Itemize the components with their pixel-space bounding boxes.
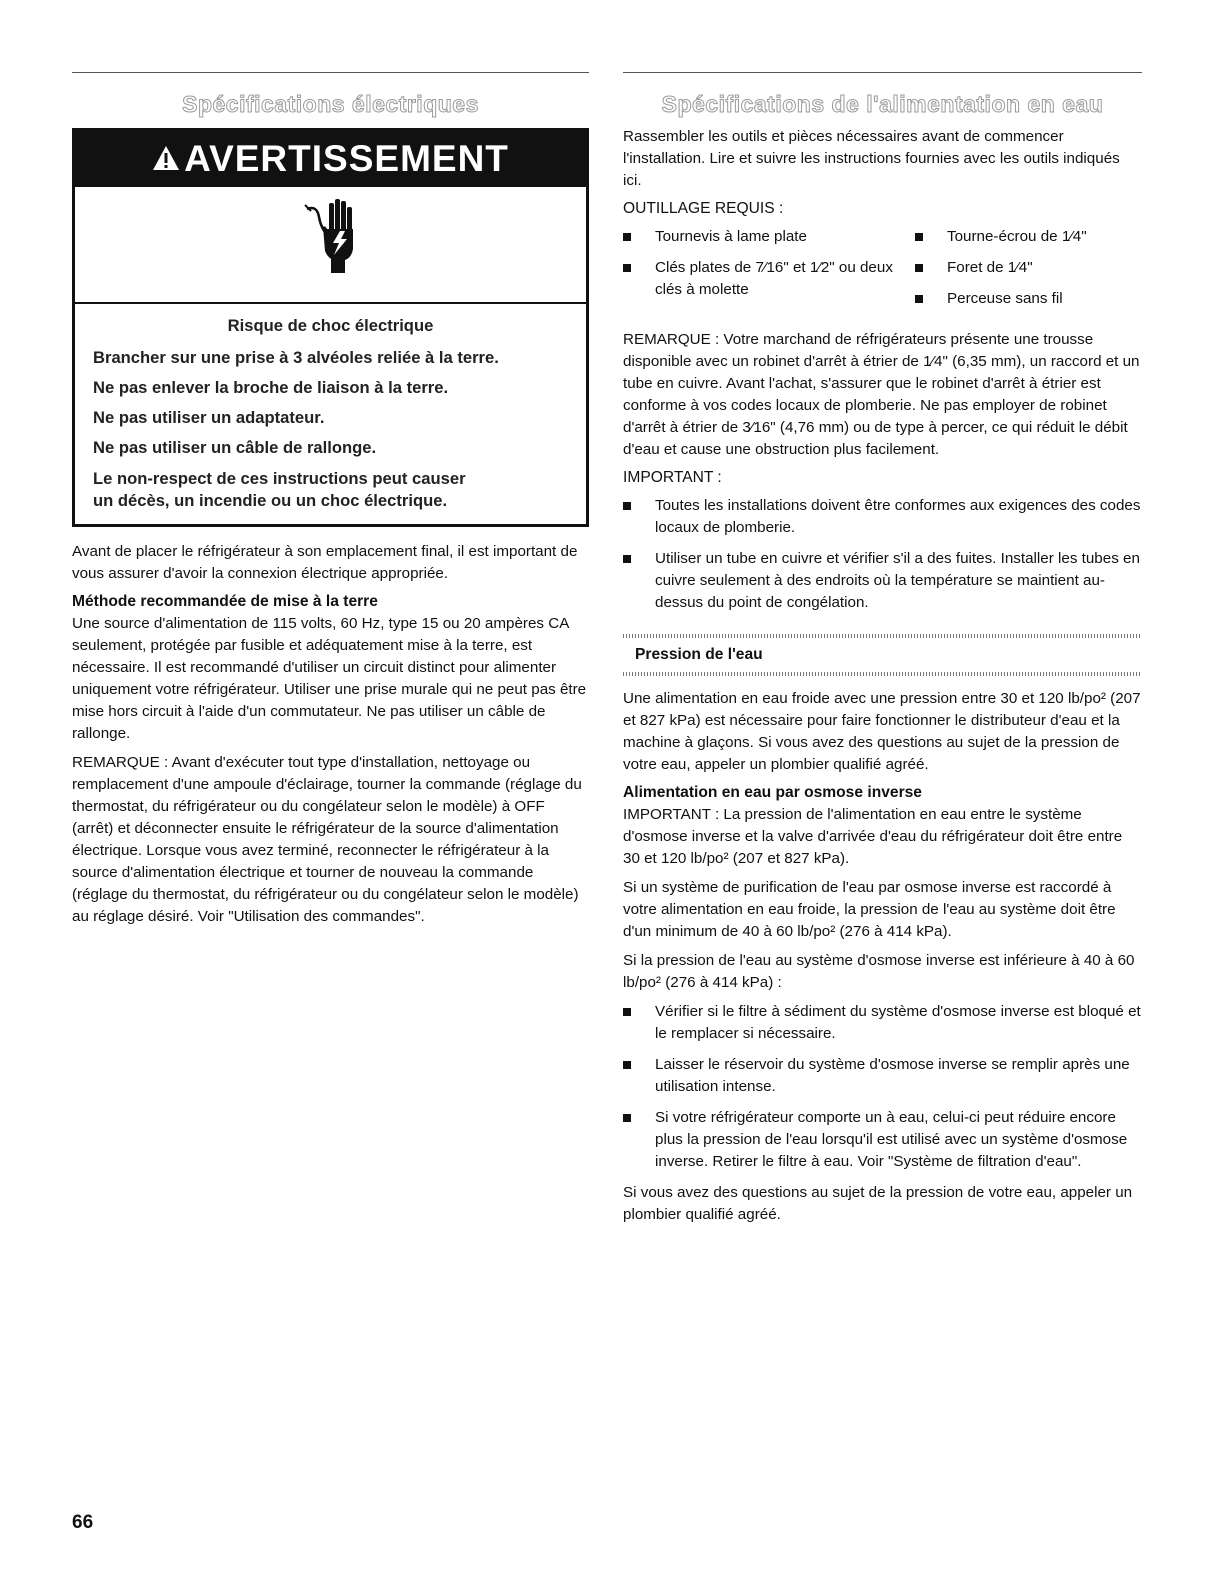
tool-label: Perceuse sans fil <box>947 290 1063 307</box>
water-intro: Rassembler les outils et pièces nécessaires avant de commencer l'installation. Lire et suivre les instructions fournies avec les outils indiqués ici. <box>623 128 1120 189</box>
reverse-osmosis-heading: Alimentation en eau par osmose inverse <box>623 784 922 801</box>
list-item <box>915 257 1142 279</box>
left-column <box>72 72 589 935</box>
pressure-heading: Pression de l'eau <box>635 646 763 663</box>
list-item <box>623 1001 1142 1045</box>
square-bullet-icon <box>623 1008 631 1016</box>
tools-column-1 <box>623 226 915 319</box>
list-item <box>915 288 1142 310</box>
tool-label: Tournevis à lame plate <box>655 228 807 245</box>
square-bullet-icon <box>623 233 631 241</box>
warning-line: Brancher sur une prise à 3 alvéoles reliée à la terre. <box>93 348 499 367</box>
square-bullet-icon <box>915 295 923 303</box>
electrical-intro: Avant de placer le réfrigérateur à son emplacement final, il est important de vous assurer d'avoir la connexion électrique appropriée. <box>72 543 578 582</box>
tool-label: Clés plates de 7⁄16" et 1⁄2" ou deux clés à molette <box>655 259 893 298</box>
water-section-title: Spécifications de l'alimentation en eau <box>661 91 1104 117</box>
warning-triangle-icon <box>152 131 180 187</box>
warning-line: Ne pas enlever la broche de liaison à la terre. <box>93 378 449 397</box>
important-item-text: Utiliser un tube en cuivre et vérifier s'il a des fuites. Installer les tubes en cuivre seulement à des endroits où la température se maintient au-dessus du point de congélation. <box>655 550 1140 611</box>
warning-line: Ne pas utiliser un adaptateur. <box>93 408 325 427</box>
tools-heading: OUTILLAGE REQUIS : <box>623 200 784 217</box>
square-bullet-icon <box>623 264 631 272</box>
pressure-text: Une alimentation en eau froide avec une pression entre 30 et 120 lb/po² (207 et 827 kPa) est nécessaire pour faire fonctionner le distributeur d'eau et la machine à glaçons. Si vous avez des questions au sujet de la pression de votre eau, appeler un plombier qualifié agréé. <box>623 690 1141 773</box>
shock-icon-area <box>75 187 586 304</box>
tool-label: Foret de 1⁄4" <box>947 259 1033 276</box>
page-number: 66 <box>72 1512 94 1533</box>
top-rule <box>623 72 1142 73</box>
square-bullet-icon <box>623 1114 631 1122</box>
square-bullet-icon <box>915 264 923 272</box>
square-bullet-icon <box>623 502 631 510</box>
electrical-section-title: Spécifications électriques <box>182 91 479 117</box>
tools-list <box>623 226 1142 319</box>
important-heading: IMPORTANT : <box>623 469 722 486</box>
reverse-osmosis-paragraph: Si un système de purification de l'eau par osmose inverse est raccordé à votre alimentation en eau froide, la pression de l'eau au système doit être d'un minimum de 40 à 60 lb/po² (276 à 414 kPa). <box>623 879 1116 940</box>
warning-header-text: AVERTISSEMENT <box>184 138 509 179</box>
warning-box <box>72 128 589 527</box>
warning-consequence-line-2: un décès, un incendie ou un choc électrique. <box>93 491 448 510</box>
top-rule <box>72 72 589 73</box>
ro-item-text: Vérifier si le filtre à sédiment du système d'osmose inverse est bloqué et le remplacer si nécessaire. <box>655 1003 1141 1042</box>
reverse-osmosis-paragraph: Si la pression de l'eau au système d'osmose inverse est inférieure à 40 à 60 lb/po² (276 à 414 kPa) : <box>623 952 1135 991</box>
warning-consequence-line-1: Le non-respect de ces instructions peut causer <box>93 469 466 488</box>
warning-risk: Risque de choc électrique <box>227 316 434 335</box>
tool-label: Tourne-écrou de 1⁄4" <box>947 228 1087 245</box>
square-bullet-icon <box>623 1061 631 1069</box>
list-item <box>623 226 915 248</box>
closing-text: Si vous avez des questions au sujet de la pression de votre eau, appeler un plombier qualifié agréé. <box>623 1184 1133 1223</box>
pressure-heading-band <box>623 634 1142 676</box>
list-item <box>623 548 1142 614</box>
grounding-method-text: Une source d'alimentation de 115 volts, 60 Hz, type 15 ou 20 ampères CA seulement, protégée par fusible et adéquatement mise à la terre, est nécessaire. Il est recommandé d'utiliser un circuit distinct pour alimenter uniquement votre réfrigérateur. Utiliser une prise murale qui ne peut pas être mise hors circuit à l'aide d'un commutateur. Ne pas utiliser un câble de rallonge. <box>72 615 587 742</box>
warning-line: Ne pas utiliser un câble de rallonge. <box>93 438 377 457</box>
important-item-text: Toutes les installations doivent être conformes aux exigences des codes locaux de plomberie. <box>655 497 1141 536</box>
list-item <box>623 257 915 301</box>
reverse-osmosis-paragraph: IMPORTANT : La pression de l'alimentation en eau entre le système d'osmose inverse et la valve d'arrivée d'eau du réfrigérateur doit être entre 30 et 120 lb/po² (207 et 827 kPa). <box>623 806 1123 867</box>
ro-item-text: Laisser le réservoir du système d'osmose inverse se remplir après une utilisation intense. <box>655 1056 1130 1095</box>
warning-header <box>75 131 586 187</box>
reverse-osmosis-list <box>623 1001 1142 1173</box>
square-bullet-icon <box>915 233 923 241</box>
electrical-note: REMARQUE : Avant d'exécuter tout type d'installation, nettoyage ou remplacement d'une ampoule d'éclairage, tourner la commande (réglage du thermostat, du réfrigérateur ou du congélateur selon le modèle) à OFF (arrêt) et déconnecter ensuite le réfrigérateur de la source d'alimentation électrique. Lorsque vous avez terminé, reconnecter le réfrigérateur à la source d'alimentation électrique et tourner de nouveau la commande (réglage du thermostat, du réfrigérateur ou du congélateur selon le modèle) au réglage désiré. Voir "Utilisation des commandes". <box>72 754 582 925</box>
hatch-divider <box>623 672 1142 676</box>
tools-column-2 <box>915 226 1142 319</box>
important-list <box>623 495 1142 614</box>
ro-item-text: Si votre réfrigérateur comporte un à eau, celui-ci peut réduire encore plus la pression de l'eau lorsqu'il est utilisé avec un système d'osmose inverse. Retirer le filtre à eau. Voir "Système de filtration d'eau". <box>655 1109 1128 1170</box>
warning-text <box>75 304 586 524</box>
list-item <box>915 226 1142 248</box>
square-bullet-icon <box>623 555 631 563</box>
list-item <box>623 1107 1142 1173</box>
right-column <box>623 72 1142 1233</box>
water-note: REMARQUE : Votre marchand de réfrigérateurs présente une trousse disponible avec un robinet d'arrêt à étrier de 1⁄4" (6,35 mm), un raccord et un tube en cuivre. Avant l'achat, s'assurer que le robinet d'arrêt à étrier est conforme à vos codes locaux de plomberie. Ne pas employer de robinet d'arrêt à étrier de 3⁄16" (4,76 mm) ou de type à percer, ce qui réduit le débit d'eau et cause une obstruction plus facilement. <box>623 331 1140 458</box>
list-item <box>623 1054 1142 1098</box>
electric-shock-hand-icon <box>303 195 363 285</box>
list-item <box>623 495 1142 539</box>
warning-consequence <box>93 468 568 512</box>
grounding-method-heading: Méthode recommandée de mise à la terre <box>72 593 378 610</box>
